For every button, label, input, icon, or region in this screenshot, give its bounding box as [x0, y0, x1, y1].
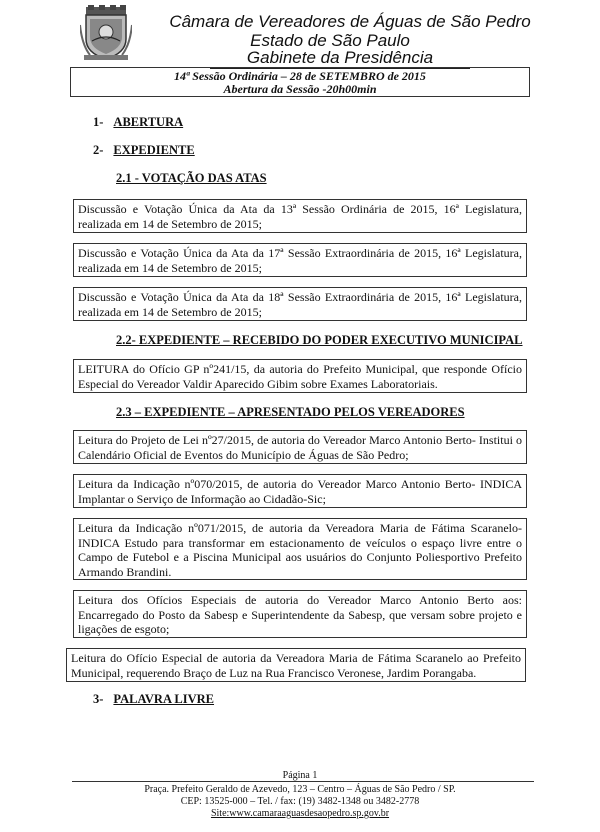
- vereadores-item-1: Leitura do Projeto de Lei nº27/2015, de autoria do Vereador Marco Antonio Berto- Institui o Calendário Oficial de Eventos do Município de Águas de São Pedro;: [73, 430, 527, 464]
- section-title: EXPEDIENTE: [113, 143, 195, 157]
- footer: [0, 770, 600, 820]
- coat-of-arms-logo: [80, 5, 132, 61]
- session-opening: Abertura da Sessão -20h00min: [223, 82, 377, 96]
- vereadores-item-4: Leitura dos Ofícios Especiais de autoria do Vereador Marco Antonio Berto aos: Encarregado do Posto da Sabesp e Superintendente da Sabesp, que versam sobre projeto e ligações de esgoto;: [73, 590, 527, 638]
- section-votacao-atas: [116, 171, 267, 186]
- section-title: 2.3 – EXPEDIENTE – APRESENTADO PELOS VEREADORES: [116, 405, 465, 419]
- section-title: 2.2- EXPEDIENTE – RECEBIDO DO PODER EXECUTIVO MUNICIPAL: [116, 333, 523, 347]
- ata-item-2: Discussão e Votação Única da Ata da 17ª Sessão Extraordinária de 2015, 16ª Legislatura, realizada em 14 de Setembro de 2015;: [73, 243, 527, 277]
- header-office: Gabinete da Presidência: [210, 48, 470, 69]
- section-number: 1-: [93, 115, 104, 129]
- section-number: 3-: [93, 692, 104, 706]
- vereadores-item-3: Leitura da Indicação nº071/2015, de autoria da Vereadora Maria de Fátima Scaranelo- INDICA Estudo para transformar em estacionamento de veículos o espaço livre entre o Campo de Futebol e a Piscina Municipal aos usuários do Conjunto Poliesportivo Prefeito Armando Brandini.: [73, 518, 527, 580]
- ata-item-3: Discussão e Votação Única da Ata da 18ª Sessão Extraordinária de 2015, 16ª Legislatura, realizada em 14 de Setembro de 2015;: [73, 287, 527, 321]
- vereadores-item-2: Leitura da Indicação nº070/2015, de autoria do Vereador Marco Antonio Berto- INDICA Implantar o Serviço de Informação ao Cidadão-Sic;: [73, 474, 527, 508]
- header-state: Estado de São Paulo: [250, 31, 410, 50]
- section-vereadores: [116, 405, 465, 420]
- section-number: 2-: [93, 143, 104, 157]
- section-title: 2.1 - VOTAÇÃO DAS ATAS: [116, 171, 267, 185]
- ata-item-1: Discussão e Votação Única da Ata da 13ª Sessão Ordinária de 2015, 16ª Legislatura, realizada em 14 de Setembro de 2015;: [73, 199, 527, 233]
- footer-contact: CEP: 13525-000 – Tel. / fax: (19) 3482-1348 ou 3482-2778: [180, 796, 420, 807]
- section-abertura: [93, 115, 183, 130]
- header-chamber-name: Câmara de Vereadores de Águas de São Pedro: [169, 12, 531, 31]
- footer-address: Praça. Prefeito Geraldo de Azevedo, 123 – Centro – Águas de São Pedro / SP.: [144, 784, 456, 795]
- session-box: [70, 67, 530, 97]
- section-expediente: [93, 143, 195, 158]
- session-title: 14ª Sessão Ordinária – 28 de SETEMBRO de 2015: [174, 69, 426, 83]
- section-executivo: [116, 333, 523, 348]
- section-palavra-livre: [93, 692, 214, 707]
- section-title: PALAVRA LIVRE: [113, 692, 215, 706]
- page-number: Página 1: [282, 770, 318, 781]
- section-title: ABERTURA: [113, 115, 184, 129]
- executivo-item-1: LEITURA do Ofício GP nº241/15, da autoria do Prefeito Municipal, que responde Ofício Especial do Vereador Valdir Aparecido Gibim sobre Exames Laboratoriais.: [73, 359, 527, 393]
- vereadores-item-5: Leitura do Ofício Especial de autoria da Vereadora Maria de Fátima Scaranelo ao Prefeito Municipal, requerendo Braço de Luz na Rua Francisco Veronese, Jardim Porangaba.: [66, 648, 526, 682]
- footer-site-link[interactable]: Site:www.camaraaguasdesaopedro.sp.gov.br: [210, 808, 390, 819]
